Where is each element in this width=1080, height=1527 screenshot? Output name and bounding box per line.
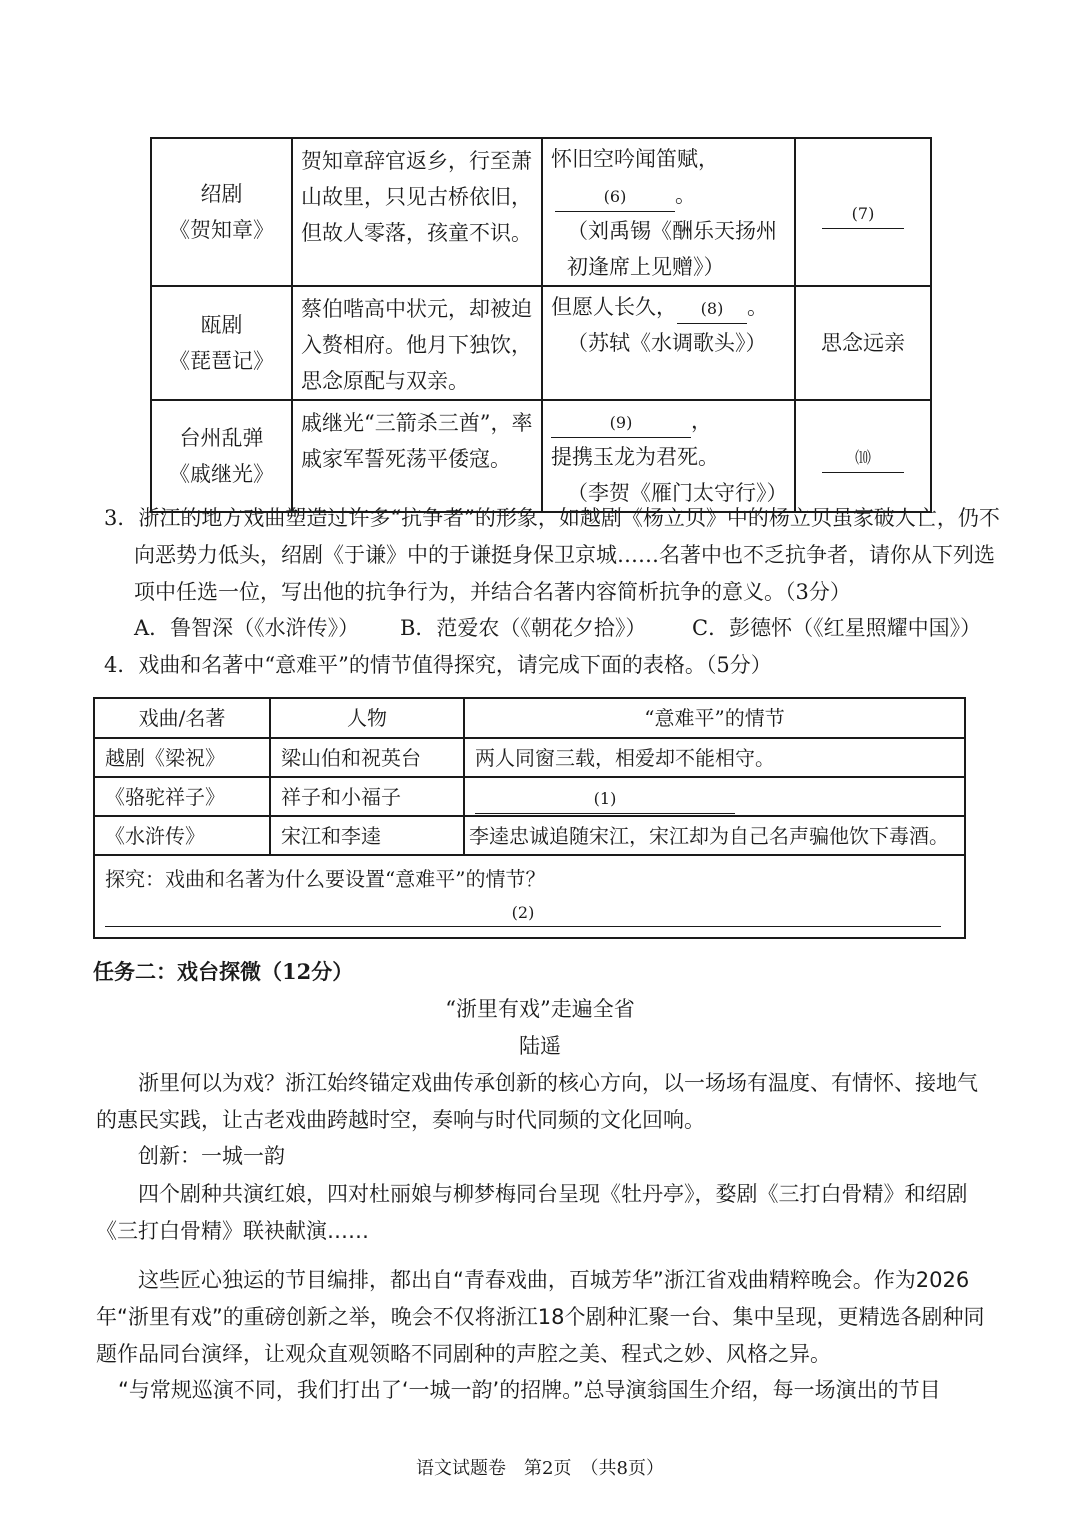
column-header: 戏曲/名著: [94, 698, 270, 738]
table-cell: 祥子和小福子: [270, 777, 464, 816]
answer-blank-9[interactable]: (9): [551, 409, 691, 438]
column-header: 人物: [270, 698, 464, 738]
table-header-row: [94, 698, 965, 738]
explore-cell: [94, 855, 965, 938]
table-cell: 两人同窗三载，相爱却不能相守。: [464, 738, 965, 777]
article-title: “浙里有戏”走遍全省: [445, 997, 635, 1021]
article-paragraph: 四个剧种共演红娘，四对杜丽娘与柳梦梅同台呈现《牡丹亭》，婺剧《三打白骨精》和绍剧《三打白骨精》联袂献演……: [96, 1182, 968, 1243]
poem-cell: 怀旧空吟闻笛赋， (6) 。 （刘禹锡《酬乐天扬州初逢席上见赠》）: [542, 138, 795, 286]
table-cell: 越剧《梁祝》: [94, 738, 270, 777]
table-row: [151, 286, 931, 400]
table-cell: [464, 777, 965, 816]
emotion-cell: [795, 138, 931, 286]
answer-blank-1[interactable]: (1): [475, 785, 735, 814]
table-cell: 宋江和李逵: [270, 816, 464, 855]
table-row: [94, 816, 965, 855]
section-heading: 任务二：戏台探微（12分）: [93, 959, 354, 984]
emotion-cell: 思念远亲: [795, 286, 931, 400]
opera-name-cell: 瓯剧 《琵琶记》: [151, 286, 292, 400]
story-cell: 贺知章辞官返乡，行至萧山故里，只见古桥依旧，但故人零落，孩童不识。: [292, 138, 542, 286]
article-paragraph: 浙里何以为戏？浙江始终锚定戏曲传承创新的核心方向，以一场场有温度、有情怀、接地气的惠民实践，让古老戏曲跨越时空，奏响与时代同频的文化回响。: [96, 1071, 978, 1132]
poem-cell: (9) ， 提携玉龙为君死。 （李贺《雁门太守行》）: [542, 400, 795, 512]
article-paragraph: 这些匠心独运的节目编排，都出自“青春戏曲，百城芳华”浙江省戏曲精粹晚会。作为2026年“浙里有戏”的重磅创新之举，晚会不仅将浙江18个剧种汇聚一台、集中呈现，更精选各剧种同题作品同台演绎，让观众直观领略不同剧种的声腔之美、程式之妙、风格之异。: [96, 1268, 985, 1366]
page-footer: 语文试题卷 第2页 （共8页）: [416, 1458, 664, 1479]
option-c[interactable]: C．彭德怀（《红星照耀中国》）: [692, 616, 982, 640]
plot-table: [93, 697, 966, 939]
table-row: [94, 738, 965, 777]
answer-blank-10[interactable]: ⑽: [822, 444, 904, 473]
story-cell: 戚继光“三箭杀三酋”，率戚家军誓死荡平倭寇。: [292, 400, 542, 512]
answer-blank-6[interactable]: (6): [555, 183, 675, 212]
article-paragraph: “与常规巡演不同，我们打出了‘一城一韵’的招牌。”总导演翁国生介绍，每一场演出的节目: [118, 1378, 941, 1402]
table-row: [151, 400, 931, 512]
poem-cell: 但愿人长久， (8) 。 （苏轼《水调歌头》）: [542, 286, 795, 400]
answer-blank-8[interactable]: (8): [677, 295, 747, 324]
table-cell: 《水浒传》: [94, 816, 270, 855]
opera-name-cell: 台州乱弹 《戚继光》: [151, 400, 292, 512]
question-3: 3．浙江的地方戏曲塑造过许多“抗争者”的形象，如越剧《杨立贝》中的杨立贝虽家破人亡，仍不 向恶势力低头，绍剧《于谦》中的于谦挺身保卫京城……名著中也不乏抗争者，请你从下列选 项中任选一位，写出他的抗争行为，并结合名著内容简析抗争的意义。（3分）: [104, 506, 1000, 604]
explore-row: [94, 855, 965, 938]
column-header: “意难平”的情节: [464, 698, 965, 738]
answer-blank-7[interactable]: (7): [822, 200, 904, 229]
story-cell: 蔡伯喈高中状元，却被迫入赘相府。他月下独饮，思念原配与双亲。: [292, 286, 542, 400]
question-4: 4．戏曲和名著中“意难平”的情节值得探究，请完成下面的表格。（5分）: [104, 653, 772, 677]
table-cell: 《骆驼祥子》: [94, 777, 270, 816]
table-cell: 梁山伯和祝英台: [270, 738, 464, 777]
table-row: [151, 138, 931, 286]
question-3-options: [134, 610, 1014, 647]
poetry-table: [150, 137, 932, 513]
option-b[interactable]: B．范爱农（《朝花夕拾》）: [400, 616, 647, 640]
article-subheading: 创新：一城一韵: [138, 1144, 285, 1168]
opera-name-cell: 绍剧 《贺知章》: [151, 138, 292, 286]
article-author: 陆遥: [519, 1034, 561, 1058]
emotion-cell: [795, 400, 931, 512]
answer-blank-2[interactable]: (2): [105, 900, 941, 927]
table-cell: 李逵忠诚追随宋江，宋江却为自己名声骗他饮下毒酒。: [464, 816, 965, 855]
option-a[interactable]: A．鲁智深（《水浒传》）: [134, 616, 360, 640]
explore-question: 探究：戏曲和名著为什么要设置“意难平”的情节？: [105, 867, 546, 891]
table-row: [94, 777, 965, 816]
